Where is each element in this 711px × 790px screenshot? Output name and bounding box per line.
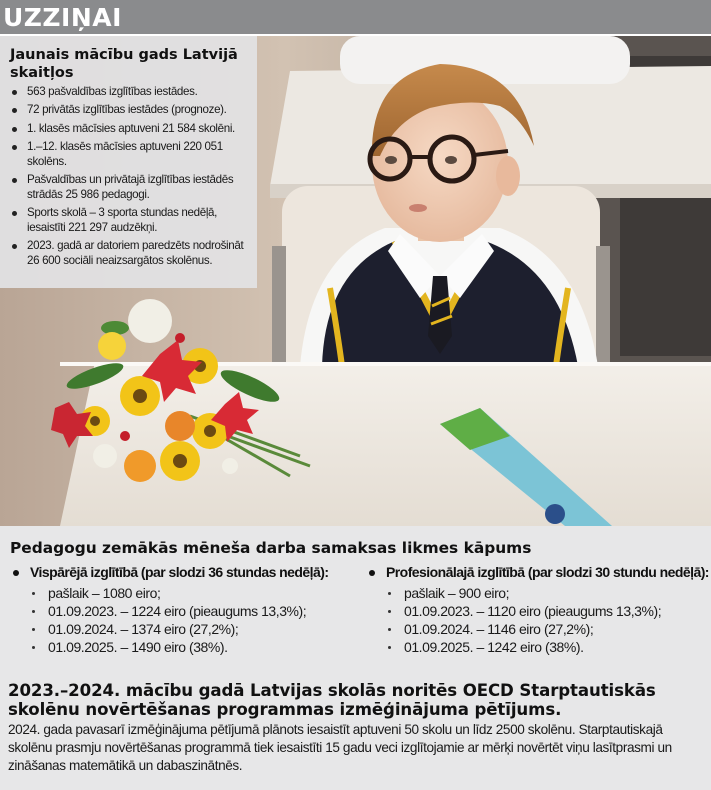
list-item: 01.09.2023. – 1120 eiro (pieaugums 13,3%); bbox=[386, 602, 711, 620]
salary-general-column bbox=[10, 563, 360, 656]
list-item: 01.09.2025. – 1242 eiro (38%). bbox=[386, 638, 711, 656]
list-item: 01.09.2024. – 1374 eiro (27,2%); bbox=[30, 620, 360, 638]
stats-item: 563 pašvaldības izglītības iestādes. bbox=[10, 85, 249, 100]
section-title: UZZIŅAI bbox=[3, 3, 122, 32]
salary-title: Pedagogu zemākās mēneša darba samaksas likmes kāpums bbox=[10, 539, 532, 557]
list-item: pašlaik – 900 eiro; bbox=[386, 584, 711, 602]
stats-item: Pašvaldības un privātajā izglītības iestādēs strādās 25 986 pedagogi. bbox=[10, 173, 249, 202]
stats-item: 1. klasēs mācīsies aptuveni 21 584 skolēni. bbox=[10, 122, 249, 137]
stats-title: Jaunais mācību gads Latvijā skaitļos bbox=[10, 47, 238, 81]
salary-section bbox=[0, 528, 711, 671]
salary-vocational-column bbox=[366, 563, 711, 656]
section-header bbox=[0, 0, 711, 36]
list-item: 01.09.2025. – 1490 eiro (38%). bbox=[30, 638, 360, 656]
oecd-body: 2024. gada pavasarī izmēģinājuma pētījumā plānots iesaistīt aptuveni 50 skolu un līdz 2500 skolēnu. Starptautiskajā skolēnu prasmju novērtēšanas programmā tiek iesaistīti 15 gadu veci izglītojamie ar mērķi novērtēt viņu lasītprasmi un zināšanas matemātikā un dabaszinātnēs. bbox=[8, 722, 672, 773]
stats-box bbox=[0, 36, 257, 288]
list-item: pašlaik – 1080 eiro; bbox=[30, 584, 360, 602]
salary-general-heading: Vispārējā izglītībā (par slodzi 36 stundas nedēļā): bbox=[10, 563, 360, 582]
oecd-section bbox=[0, 681, 711, 775]
list-item: 01.09.2023. – 1224 eiro (pieaugums 13,3%); bbox=[30, 602, 360, 620]
stats-item: 1.–12. klasēs mācīsies aptuveni 220 051 skolēns. bbox=[10, 140, 249, 169]
stats-item: 72 privātās izglītības iestādes (prognoze). bbox=[10, 103, 249, 118]
salary-vocational-list bbox=[366, 584, 711, 656]
list-item: 01.09.2024. – 1146 eiro (27,2%); bbox=[386, 620, 711, 638]
salary-vocational-heading: Profesionālajā izglītībā (par slodzi 30 stundu nedēļā): bbox=[366, 563, 711, 582]
salary-columns bbox=[10, 563, 709, 671]
stats-item: Sports skolā – 3 sporta stundas nedēļā, iesaistīti 221 297 audzēkņi. bbox=[10, 206, 249, 235]
salary-general-list bbox=[10, 584, 360, 656]
stats-list bbox=[10, 85, 249, 268]
oecd-title: 2023.–2024. mācību gadā Latvijas skolās noritēs OECD Starptautiskās skolēnu novērtēšanas programmas izmēģinājuma pētījums. bbox=[8, 681, 656, 719]
stats-item: 2023. gadā ar datoriem paredzēts nodrošināt 26 600 sociāli neaizsargātos skolēnus. bbox=[10, 239, 249, 268]
